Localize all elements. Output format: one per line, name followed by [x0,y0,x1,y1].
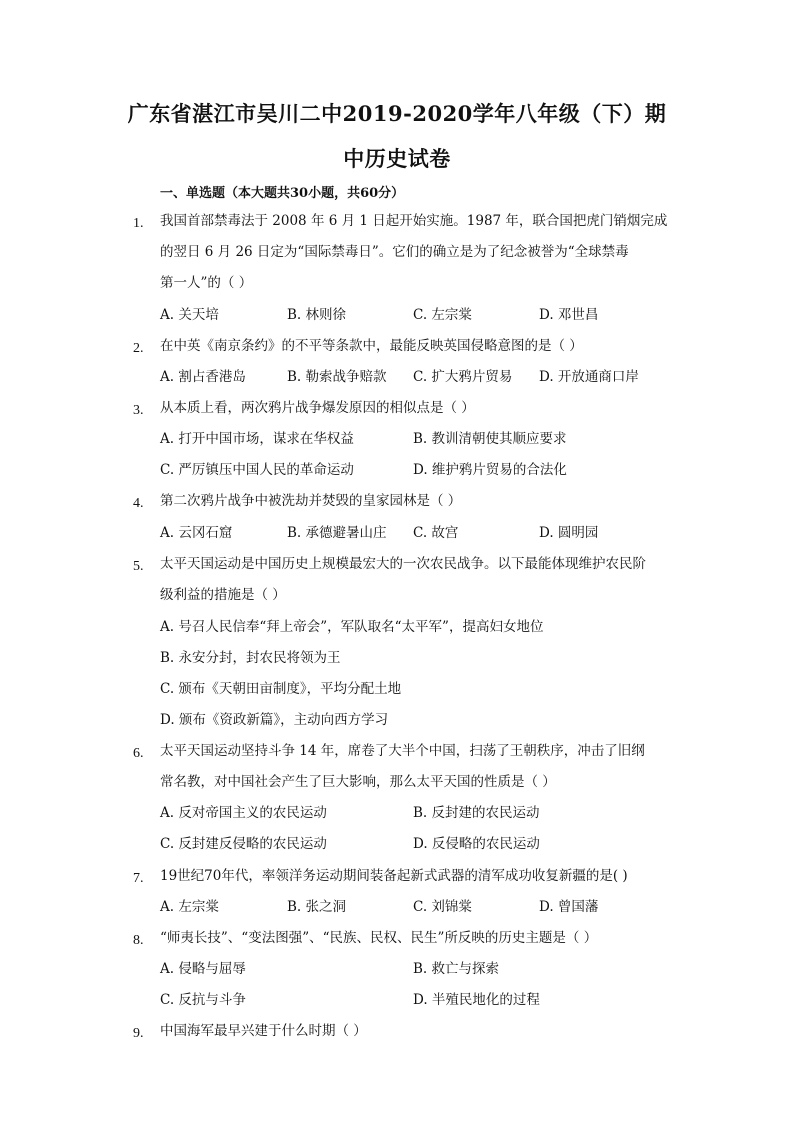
question-text: 的翌日 6 月 26 日定为“国际禁毒日”。它们的确立是为了纪念被誉为“全球禁毒 [160,244,629,260]
exam-title-line-1: 广东省湛江市吴川二中2019-2020学年八年级（下）期 [127,101,667,126]
option-b: B. 教训清朝使其顺应要求 [413,431,567,447]
option-a: A. 云冈石窟 [160,525,233,541]
question-text: 常名教，对中国社会产生了巨大影响，那么太平天国的性质是（ ） [160,774,556,790]
option-b: B. 救亡与探索 [413,961,500,977]
option-c: C. 扩大鸦片贸易 [413,369,513,385]
option-c: C. 刘锦棠 [413,899,472,915]
question-text: 我国首部禁毒法于 2008 年 6 月 1 日起开始实施。1987 年，联合国把虎门销烟完成 [160,213,668,229]
question-text: 太平天国运动坚持斗争 14 年，席卷了大半个中国，扫荡了王朝秩序，冲击了旧纲 [160,743,645,759]
question-text: 19世纪70年代，率领洋务运动期间装备起新式武器的清军成功收复新疆的是( ) [160,868,628,884]
option-a: A. 反对帝国主义的农民运动 [160,805,327,821]
option-c: C. 左宗棠 [413,307,472,323]
option-c: C. 颁布《天朝田亩制度》，平均分配土地 [160,681,402,697]
question-number: 6. [133,746,144,761]
question-number: 9. [133,1026,144,1041]
question-text: 级利益的措施是（ ） [160,587,286,603]
option-b: B. 反封建的农民运动 [413,805,540,821]
question-number: 2. [133,341,144,356]
option-b: B. 承德避暑山庄 [287,525,387,541]
option-b: B. 勒索战争赔款 [287,369,387,385]
question-text: 从本质上看，两次鸦片战争爆发原因的相似点是（ ） [160,400,475,416]
question-text: 太平天国运动是中国历史上规模最宏大的一次农民战争。以下最能体现维护农民阶 [160,556,646,572]
section-heading: 一、单选题（本大题共30小题，共60分） [160,186,405,201]
option-a: A. 打开中国市场，谋求在华权益 [160,431,354,447]
option-d: D. 邓世昌 [539,307,599,323]
question-text: “师夷长技”、“变法图强”、“民族、民权、民生”所反映的历史主题是（ ） [160,930,598,946]
question-number: 3. [133,403,144,418]
question-number: 7. [133,871,144,886]
question-text: 第一人”的（ ） [160,275,253,291]
option-a: A. 关天培 [160,307,219,323]
option-d: D. 颁布《资政新篇》，主动向西方学习 [160,712,389,728]
option-b: B. 林则徐 [287,307,347,323]
option-b: B. 永安分封，封农民将领为王 [160,650,341,666]
option-d: D. 圆明园 [539,525,599,541]
option-d: D. 半殖民地化的过程 [413,992,540,1008]
option-a: A. 侵略与屈辱 [160,961,246,977]
question-number: 4. [133,496,144,511]
question-text: 第二次鸦片战争中被洗劫并焚毁的皇家园林是（ ） [160,493,462,509]
option-c: C. 反封建反侵略的农民运动 [160,836,327,852]
option-c: C. 严厉镇压中国人民的革命运动 [160,462,354,478]
question-number: 1. [133,216,144,231]
option-d: D. 维护鸦片贸易的合法化 [413,462,567,478]
option-b: B. 张之洞 [287,899,347,915]
option-a: A. 割占香港岛 [160,369,246,385]
question-text: 在中英《南京条约》的不平等条款中，最能反映英国侵略意图的是（ ） [160,338,583,354]
question-number: 8. [133,933,144,948]
question-text: 中国海军最早兴建于什么时期（ ） [160,1023,367,1039]
option-c: C. 故宫 [413,525,459,541]
option-d: D. 反侵略的农民运动 [413,836,540,852]
option-a: A. 左宗棠 [160,899,219,915]
option-c: C. 反抗与斗争 [160,992,246,1008]
option-d: D. 曾国藩 [539,899,599,915]
question-number: 5. [133,559,144,574]
option-d: D. 开放通商口岸 [539,369,639,385]
option-a: A. 号召人民信奉“拜上帝会”，军队取名“太平军”，提高妇女地位 [160,619,544,635]
exam-title-line-2: 中历史试卷 [343,146,451,171]
